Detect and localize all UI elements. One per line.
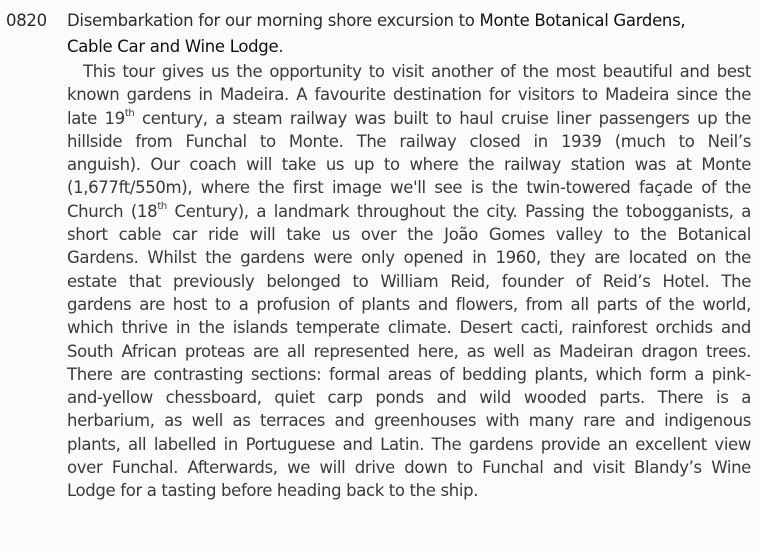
description-line: estate that previously belonged to William Reid, founder of Reid’s Hotel. The <box>67 271 751 291</box>
description-line: plants, all labelled in Portuguese and Latin. The gardens provide an excellent view <box>67 434 751 454</box>
description-line: South African proteas are all represented here, as well as Madeiran dragon trees. <box>67 341 751 361</box>
entry-heading <box>67 8 751 60</box>
description-line: Gardens. Whilst the gardens were only opened in 1960, they are located on the <box>67 248 751 268</box>
description-line: hillside from Funchal to Monte. The railway closed in 1939 (much to Neil’s <box>67 131 751 151</box>
description-line: which thrive in the islands temperate climate. Desert cacti, rainforest orchids and <box>67 318 751 338</box>
description-line: Lodge for a tasting before heading back to the ship. <box>67 481 479 501</box>
entry-time: 0820 <box>6 11 47 30</box>
description-line: herbarium, as well as terraces and greenhouses with many rare and indigenous <box>67 411 751 431</box>
entry-description <box>67 60 751 503</box>
description-line: known gardens in Madeira. A favourite destination for visitors to Madeira since the <box>67 85 751 105</box>
description-line: There are contrasting sections: formal areas of bedding plants, which form a pink- <box>67 364 751 384</box>
heading-suffix: . <box>278 37 284 56</box>
ordinal-superscript: th <box>124 108 135 120</box>
description-line: gardens are host to a profusion of plants and flowers, from all parts of the world, <box>67 294 751 314</box>
description-line: Church (18th Century), a landmark throughout the city. Passing the tobogganists, a <box>67 201 751 221</box>
description-line: and-yellow chessboard, quiet carp ponds and wild wooded parts. There is a <box>67 388 751 408</box>
heading-destination-1: Monte Botanical Gardens, <box>479 11 686 30</box>
description-line: (1,677ft/550m), where the first image we'll see is the twin-towered façade of the <box>67 178 751 198</box>
description-line: This tour gives us the opportunity to visit another of the most beautiful and best <box>83 62 751 81</box>
description-line: late 19th century, a steam railway was built to haul cruise liner passengers up the <box>67 108 752 128</box>
description-line: over Funchal. Afterwards, we will drive down to Funchal and visit Blandy’s Wine <box>67 458 751 478</box>
heading-prefix: Disembarkation for our morning shore excursion to <box>67 11 475 30</box>
description-line: anguish). Our coach will take us up to where the railway station was at Monte <box>67 155 751 175</box>
description-line: short cable car ride will take us over the João Gomes valley to the Botanical <box>67 225 751 245</box>
heading-destination-2: Cable Car and Wine Lodge <box>67 37 279 56</box>
ordinal-superscript: th <box>157 201 167 213</box>
